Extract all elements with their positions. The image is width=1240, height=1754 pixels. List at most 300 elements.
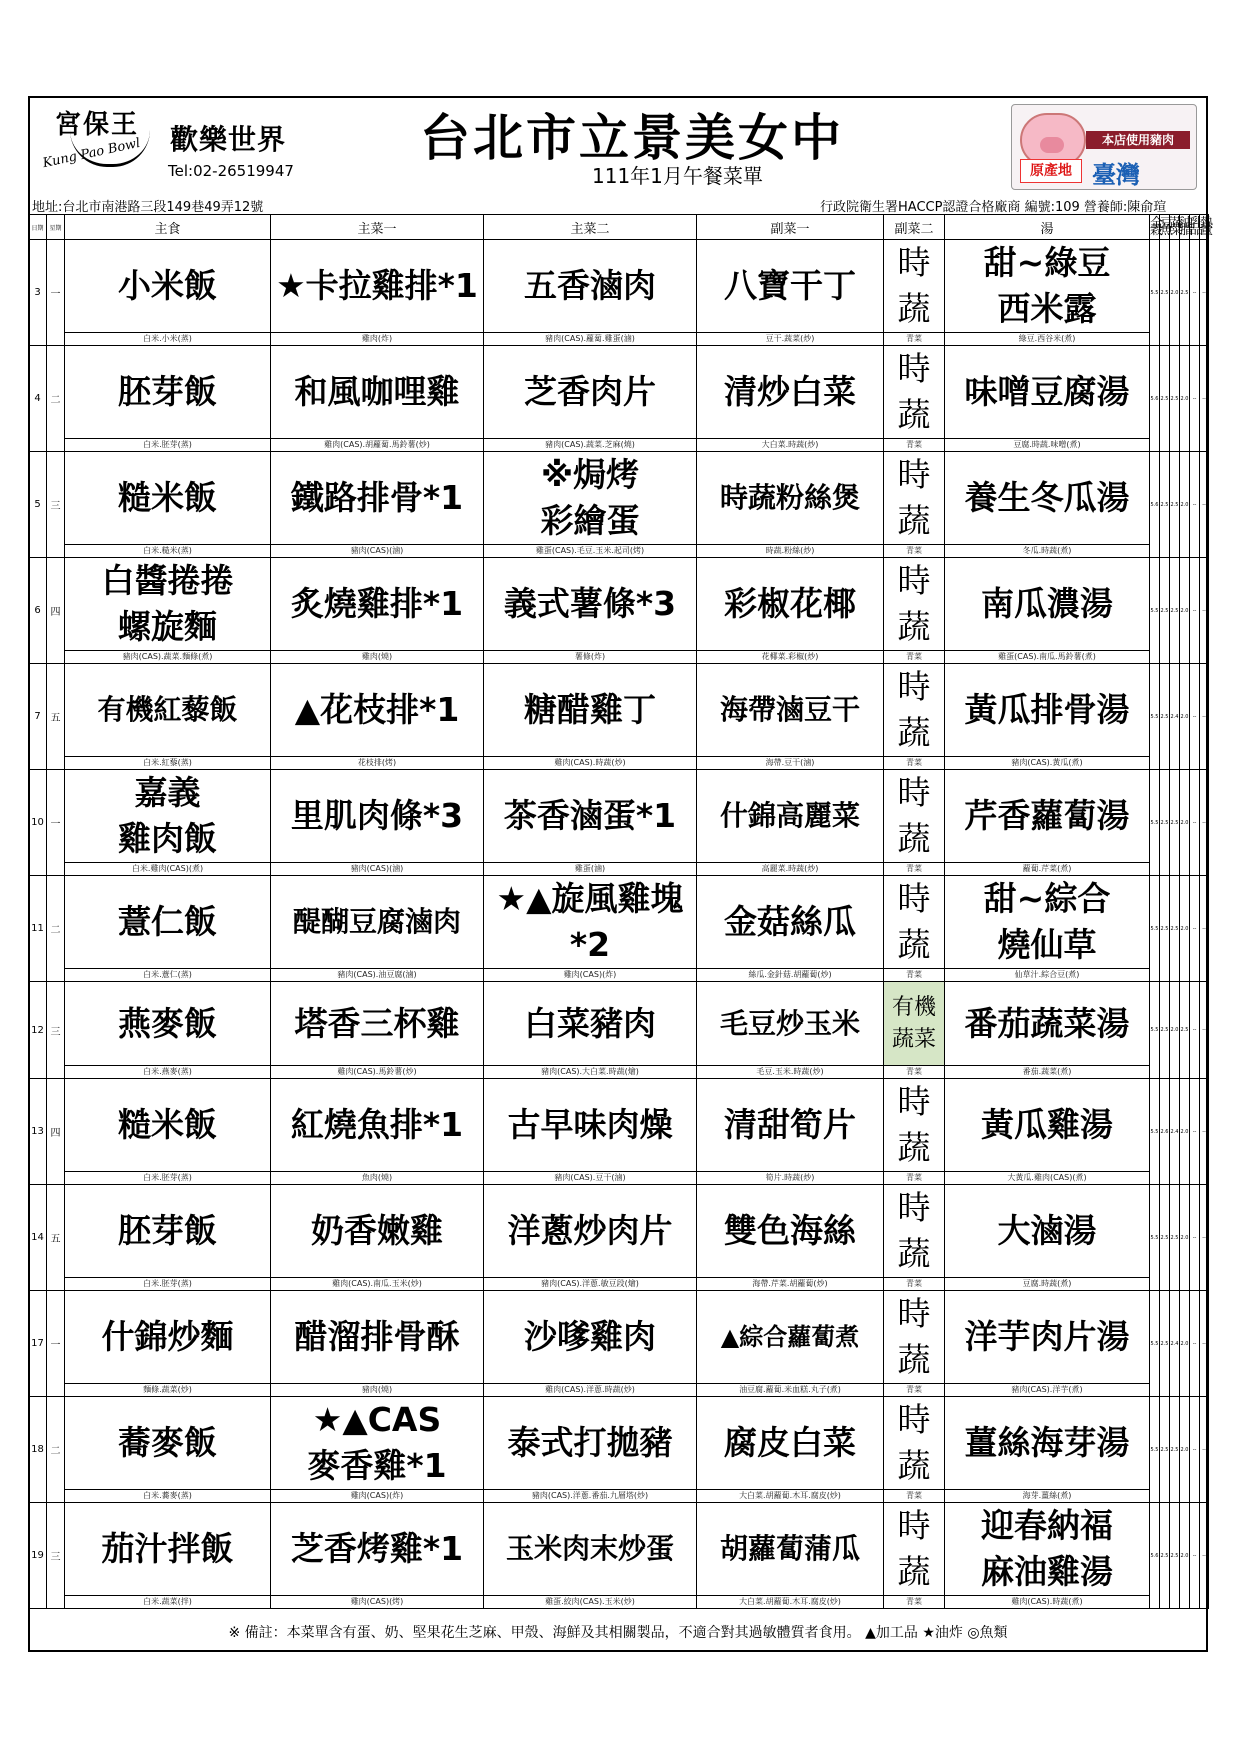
ingredient-side1: 絲瓜.金針菇.胡蘿蔔(炒) [697, 969, 884, 982]
col-dish2: 主菜二 [484, 215, 697, 240]
ingredient-dish2: 豬肉(CAS).蘿蔔.雞蛋(滷) [484, 333, 697, 346]
cell-dish1: 醍醐豆腐滷肉 [271, 876, 484, 969]
nutrition-value: -- [1200, 240, 1209, 346]
table-row [29, 558, 1209, 651]
nutrition-value: 2.0 [1180, 1503, 1190, 1609]
ingredient-dish1: 雞肉(CAS).胡蘿蔔.馬鈴薯(炒) [271, 439, 484, 452]
ingredient-side1: 毛豆.玉米.時蔬(炒) [697, 1066, 884, 1079]
ingredient-soup: 豬肉(CAS).洋芋(煮) [945, 1384, 1150, 1397]
table-row [29, 664, 1209, 757]
cell-soup: 芹香蘿蔔湯 [945, 770, 1150, 863]
ingredient-main: 白米.蕎麥(蒸) [65, 1490, 271, 1503]
cell-main: 茄汁拌飯 [65, 1503, 271, 1596]
day-weekday: 四 [47, 1079, 65, 1185]
nutrition-value: -- [1190, 1079, 1200, 1185]
col-date: 日期 [29, 215, 47, 240]
ingredient-soup: 豬肉(CAS).黃瓜(煮) [945, 757, 1150, 770]
ingredient-dish2: 薯條(炸) [484, 651, 697, 664]
ingredient-soup: 大黃瓜.雞肉(CAS)(煮) [945, 1172, 1150, 1185]
cell-side1: 胡蘿蔔蒲瓜 [697, 1503, 884, 1596]
cell-main: 薏仁飯 [65, 876, 271, 969]
cell-dish1: 和風咖哩雞 [271, 346, 484, 439]
cell-side2: 時 蔬 [884, 664, 945, 757]
cell-main: 小米飯 [65, 240, 271, 333]
cell-side2: 時 蔬 [884, 240, 945, 333]
ingredient-soup: 番茄.蔬菜(煮) [945, 1066, 1150, 1079]
ingredient-dish2: 豬肉(CAS).洋蔥.敏豆段(燴) [484, 1278, 697, 1291]
day-weekday: 三 [47, 982, 65, 1079]
day-weekday: 一 [47, 770, 65, 876]
nutrition-value: 2.5 [1160, 664, 1170, 770]
cell-side2: 有機 蔬菜 [884, 982, 945, 1066]
table-row [29, 876, 1209, 969]
cell-side1: 清炒白菜 [697, 346, 884, 439]
ingredient-main: 豬肉(CAS).蔬菜.麵條(煮) [65, 651, 271, 664]
ingredient-row [29, 651, 1209, 664]
ingredient-side1: 海帶.豆干(滷) [697, 757, 884, 770]
nutrition-value: 2.0 [1180, 452, 1190, 558]
cell-soup: 南瓜濃湯 [945, 558, 1150, 651]
cell-dish1: 里肌肉條*3 [271, 770, 484, 863]
ingredient-dish2: 豬肉(CAS).蔬菜.芝麻(燒) [484, 439, 697, 452]
day-date: 14 [29, 1185, 47, 1291]
day-date: 18 [29, 1397, 47, 1503]
day-date: 3 [29, 240, 47, 346]
cell-dish1: 奶香嫩雞 [271, 1185, 484, 1278]
cell-side2: 時 蔬 [884, 452, 945, 545]
ingredient-side2: 青菜 [884, 545, 945, 558]
ingredient-side2: 青菜 [884, 1490, 945, 1503]
cell-main: 有機紅藜飯 [65, 664, 271, 757]
nutrition-value: 2.6 [1160, 1079, 1170, 1185]
day-date: 10 [29, 770, 47, 876]
cell-soup: 甜~綠豆 西米露 [945, 240, 1150, 333]
ingredient-main: 白米.糙米(蒸) [65, 545, 271, 558]
cell-soup: 洋芋肉片湯 [945, 1291, 1150, 1384]
ingredient-main: 白米.胚芽(蒸) [65, 439, 271, 452]
cell-dish1: 醋溜排骨酥 [271, 1291, 484, 1384]
nutrition-value: 2.0 [1170, 240, 1180, 346]
ingredient-dish2: 雞肉(CAS)(炸) [484, 969, 697, 982]
badge-origin: 臺灣 [1092, 161, 1140, 189]
cell-soup: 大滷湯 [945, 1185, 1150, 1278]
ingredient-side1: 高麗菜.時蔬(炒) [697, 863, 884, 876]
nutrition-value: 2.5 [1160, 876, 1170, 982]
day-date: 19 [29, 1503, 47, 1609]
table-row [29, 346, 1209, 439]
ingredient-soup: 雞蛋(CAS).南瓜.馬鈴薯(煮) [945, 651, 1150, 664]
ingredient-side1: 時蔬.粉絲(炒) [697, 545, 884, 558]
ingredient-side2: 青菜 [884, 757, 945, 770]
page-subtitle: 111年1月午餐菜單 [592, 164, 763, 188]
nutrition-value: 5.5 [1150, 240, 1160, 346]
ingredient-dish2: 豬肉(CAS).大白菜.時蔬(燴) [484, 1066, 697, 1079]
col-nut-kcal: 熱 量 [1200, 216, 1214, 238]
nutrition-value: -- [1190, 1503, 1200, 1609]
ingredient-dish2: 雞肉(CAS).洋蔥.時蔬(炒) [484, 1384, 697, 1397]
nutrition-value: 2.0 [1180, 664, 1190, 770]
cell-dish1: 紅燒魚排*1 [271, 1079, 484, 1172]
day-weekday: 二 [47, 876, 65, 982]
cell-side1: 八寶干丁 [697, 240, 884, 333]
nutrition-value: 2.0 [1180, 1185, 1190, 1291]
nutrition-value: 2.4 [1170, 664, 1180, 770]
cell-side1: 時蔬粉絲煲 [697, 452, 884, 545]
cell-side1: 清甜筍片 [697, 1079, 884, 1172]
nutrition-value: 2.4 [1170, 1079, 1180, 1185]
footer-note: ※ 備註：本菜單含有蛋、奶、堅果花生芝麻、甲殼、海鮮及其相關製品，不適合對其過敏體質者食用。 ▲加工品 ★油炸 ◎魚類 [228, 1625, 1008, 1641]
nutrition-value: 5.5 [1150, 982, 1160, 1079]
nutrition-value: -- [1200, 982, 1209, 1079]
cell-dish1: 鐵路排骨*1 [271, 452, 484, 545]
nutrition-value: 2.4 [1170, 1291, 1180, 1397]
nutrition-value: -- [1200, 1079, 1209, 1185]
cell-soup: 黃瓜排骨湯 [945, 664, 1150, 757]
nutrition-value: 2.0 [1180, 1397, 1190, 1503]
ingredient-dish1: 豬肉(CAS)(滷) [271, 863, 484, 876]
ingredient-dish1: 雞肉(CAS)(烤) [271, 1596, 484, 1609]
header-row [29, 215, 1209, 240]
ingredient-dish1: 雞肉(CAS).馬鈴薯(炒) [271, 1066, 484, 1079]
cell-dish1: 炙燒雞排*1 [271, 558, 484, 651]
badge-top-text: 本店使用豬肉 [1086, 131, 1190, 149]
ingredient-side2: 青菜 [884, 1172, 945, 1185]
ingredient-side1: 筍片.時蔬(炒) [697, 1172, 884, 1185]
table-row [29, 452, 1209, 545]
table-row [29, 770, 1209, 863]
ingredient-row [29, 863, 1209, 876]
ingredient-main: 麵條.蔬菜(炒) [65, 1384, 271, 1397]
ingredient-side2: 青菜 [884, 1596, 945, 1609]
nutrition-value: 2.5 [1170, 1397, 1180, 1503]
nutrition-value: -- [1200, 452, 1209, 558]
ingredient-dish2: 雞蛋(CAS).毛豆.玉米.起司(烤) [484, 545, 697, 558]
ingredient-soup: 豆腐.時蔬(煮) [945, 1278, 1150, 1291]
nutrition-value: -- [1190, 982, 1200, 1079]
nutrition-value: 2.5 [1160, 346, 1170, 452]
ingredient-dish2: 雞蛋.絞肉(CAS).玉米(炒) [484, 1596, 697, 1609]
day-weekday: 一 [47, 1291, 65, 1397]
cell-dish2: 芝香肉片 [484, 346, 697, 439]
ingredient-side1: 大白菜.時蔬(炒) [697, 439, 884, 452]
cell-side2: 時 蔬 [884, 1185, 945, 1278]
day-date: 13 [29, 1079, 47, 1185]
ingredient-main: 白米.小米(蒸) [65, 333, 271, 346]
ingredient-side2: 青菜 [884, 1278, 945, 1291]
cell-soup: 薑絲海芽湯 [945, 1397, 1150, 1490]
ingredient-soup: 蘿蔔.芹菜(煮) [945, 863, 1150, 876]
nutrition-value: -- [1200, 876, 1209, 982]
nutrition-value: -- [1190, 1397, 1200, 1503]
nutrition-value: 2.5 [1170, 558, 1180, 664]
ingredient-side2: 青菜 [884, 333, 945, 346]
table-row [29, 1079, 1209, 1172]
nutrition-value: 2.0 [1180, 346, 1190, 452]
ingredient-main: 白米.胚芽(蒸) [65, 1278, 271, 1291]
cell-side2: 時 蔬 [884, 558, 945, 651]
nutrition-value: -- [1200, 1503, 1209, 1609]
cell-side1: 雙色海絲 [697, 1185, 884, 1278]
nutrition-value: 2.5 [1170, 1185, 1180, 1291]
ingredient-side2: 青菜 [884, 1066, 945, 1079]
col-nut-veg: 蔬 菜 [1170, 216, 1184, 238]
nutrition-value: -- [1200, 1291, 1209, 1397]
nutrition-value: -- [1190, 1291, 1200, 1397]
ingredient-row [29, 1066, 1209, 1079]
table-row [29, 982, 1209, 1066]
ingredient-dish2: 雞肉(CAS).時蔬(炒) [484, 757, 697, 770]
ingredient-row [29, 1278, 1209, 1291]
cell-dish2: ★▲旋風雞塊*2 [484, 876, 697, 969]
nutrition-value: -- [1190, 770, 1200, 876]
cell-side1: 腐皮白菜 [697, 1397, 884, 1490]
address: 地址:台北市南港路三段149巷49弄12號 [32, 200, 264, 215]
cell-soup: 黃瓜雞湯 [945, 1079, 1150, 1172]
certificate-info: 行政院衛生署HACCP認證合格廠商 編號:109 營養師:陳俞瑄 [820, 200, 1167, 215]
ingredient-dish1: 雞肉(炸) [271, 333, 484, 346]
day-date: 12 [29, 982, 47, 1079]
badge-origin-label: 原產地 [1020, 159, 1082, 183]
cell-side1: 彩椒花椰 [697, 558, 884, 651]
cell-side2: 時 蔬 [884, 1291, 945, 1384]
cell-side2: 時 蔬 [884, 346, 945, 439]
ingredient-dish1: 豬肉(CAS)(滷) [271, 545, 484, 558]
nutrition-value: 2.5 [1160, 1291, 1170, 1397]
nutrition-value: 2.0 [1180, 558, 1190, 664]
col-nut-oil: 油 脂 [1180, 216, 1194, 238]
ingredient-main: 白米.雞肉(CAS)(煮) [65, 863, 271, 876]
phone-number: Tel:02-26519947 [168, 162, 294, 180]
day-weekday: 三 [47, 452, 65, 558]
ingredient-dish1: 雞肉(CAS)(炸) [271, 1490, 484, 1503]
logo-chinese: 宮保王 [55, 110, 140, 140]
day-weekday: 五 [47, 1185, 65, 1291]
table-row [29, 1503, 1209, 1596]
cell-main: 蕎麥飯 [65, 1397, 271, 1490]
cell-main: 白醬捲捲 螺旋麵 [65, 558, 271, 651]
nutrition-value: 5.5 [1150, 664, 1160, 770]
cell-soup: 養生冬瓜湯 [945, 452, 1150, 545]
ingredient-row [29, 969, 1209, 982]
table-row [29, 1185, 1209, 1278]
ingredient-soup: 海芽.薑絲(煮) [945, 1490, 1150, 1503]
nutrition-value: 2.5 [1160, 240, 1170, 346]
col-weekday: 星期 [47, 215, 65, 240]
cell-dish1: ★▲CAS 麥香雞*1 [271, 1397, 484, 1490]
cell-dish1: 塔香三杯雞 [271, 982, 484, 1066]
nutrition-value: -- [1190, 452, 1200, 558]
cell-side2: 時 蔬 [884, 770, 945, 863]
table-row [29, 240, 1209, 333]
ingredient-row [29, 1384, 1209, 1397]
ingredient-side1: 豆干.蔬菜(炒) [697, 333, 884, 346]
nutrition-value: 5.6 [1150, 346, 1160, 452]
ingredient-soup: 冬瓜.時蔬(煮) [945, 545, 1150, 558]
cell-dish2: 五香滷肉 [484, 240, 697, 333]
nutrition-value: 5.5 [1150, 876, 1160, 982]
day-weekday: 四 [47, 558, 65, 664]
ingredient-dish1: 魚肉(燒) [271, 1172, 484, 1185]
nutrition-value: -- [1200, 346, 1209, 452]
nutrition-value: -- [1190, 558, 1200, 664]
day-weekday: 二 [47, 1397, 65, 1503]
nutrition-value: 2.5 [1160, 1185, 1170, 1291]
day-weekday: 五 [47, 664, 65, 770]
logo-english: Kung Pao Bowl [41, 135, 142, 172]
ingredient-dish2: 豬肉(CAS).洋蔥.番茄.九層塔(炒) [484, 1490, 697, 1503]
ingredient-soup: 綠豆.西谷米(煮) [945, 333, 1150, 346]
ingredient-main: 白米.燕麥(蒸) [65, 1066, 271, 1079]
cell-soup: 番茄蔬菜湯 [945, 982, 1150, 1066]
cell-side1: 金菇絲瓜 [697, 876, 884, 969]
cell-dish2: 糖醋雞丁 [484, 664, 697, 757]
nutrition-value: -- [1200, 1397, 1209, 1503]
nutrition-value: 2.0 [1180, 876, 1190, 982]
cell-dish2: 洋蔥炒肉片 [484, 1185, 697, 1278]
ingredient-row [29, 1490, 1209, 1503]
col-nut-protein: 豆 魚 [1160, 216, 1174, 238]
ingredient-soup: 仙草汁.綜合豆(煮) [945, 969, 1150, 982]
pork-origin-badge [1011, 104, 1197, 190]
nutrition-value: 2.5 [1170, 452, 1180, 558]
cell-main: 糙米飯 [65, 452, 271, 545]
cell-main: 燕麥飯 [65, 982, 271, 1066]
cell-dish1: 芝香烤雞*1 [271, 1503, 484, 1596]
ingredient-dish1: 雞肉(CAS).南瓜.玉米(炒) [271, 1278, 484, 1291]
nutrition-value: 2.5 [1160, 1503, 1170, 1609]
cell-main: 胚芽飯 [65, 1185, 271, 1278]
ingredient-row [29, 757, 1209, 770]
cell-side1: 毛豆炒玉米 [697, 982, 884, 1066]
ingredient-side2: 青菜 [884, 969, 945, 982]
col-main: 主食 [65, 215, 271, 240]
nutrition-value: 2.5 [1170, 770, 1180, 876]
nutrition-value: 2.5 [1160, 558, 1170, 664]
cell-soup: 味噌豆腐湯 [945, 346, 1150, 439]
cell-side1: 什錦高麗菜 [697, 770, 884, 863]
ingredient-row [29, 1596, 1209, 1609]
page-title: 台北市立景美女中 [420, 109, 844, 167]
nutrition-value: 2.5 [1170, 1503, 1180, 1609]
cell-dish2: 古早味肉燥 [484, 1079, 697, 1172]
cell-main: 胚芽飯 [65, 346, 271, 439]
cell-soup: 甜~綜合 燒仙草 [945, 876, 1150, 969]
ingredient-main: 白米.蔬菜(拌) [65, 1596, 271, 1609]
cell-side1: ▲綜合蘿蔔煮 [697, 1291, 884, 1384]
cell-dish2: 泰式打拋豬 [484, 1397, 697, 1490]
cell-dish2: 玉米肉末炒蛋 [484, 1503, 697, 1596]
nutrition-value: 2.0 [1180, 770, 1190, 876]
nutrition-value: 5.6 [1150, 1503, 1160, 1609]
cell-dish2: ※焗烤 彩繪蛋 [484, 452, 697, 545]
ingredient-side1: 大白菜.胡蘿蔔.木耳.腐皮(炒) [697, 1490, 884, 1503]
day-weekday: 二 [47, 346, 65, 452]
col-side1: 副菜一 [697, 215, 884, 240]
ingredient-row [29, 1172, 1209, 1185]
nutrition-value: 5.5 [1150, 1291, 1160, 1397]
ingredient-main: 白米.胚芽(蒸) [65, 1172, 271, 1185]
ingredient-side1: 油豆腐.蘿蔔.米血糕.丸子(煮) [697, 1384, 884, 1397]
ingredient-row [29, 439, 1209, 452]
nutrition-value: 5.5 [1150, 558, 1160, 664]
col-soup: 湯 [945, 215, 1150, 240]
nutrition-value: -- [1190, 346, 1200, 452]
cell-side1: 海帶滷豆干 [697, 664, 884, 757]
ingredient-dish1: 豬肉(燒) [271, 1384, 484, 1397]
cell-dish1: ★卡拉雞排*1 [271, 240, 484, 333]
nutrition-value: -- [1200, 770, 1209, 876]
cell-dish1: ▲花枝排*1 [271, 664, 484, 757]
cell-side2: 時 蔬 [884, 1079, 945, 1172]
day-date: 5 [29, 452, 47, 558]
col-side2: 副菜二 [884, 215, 945, 240]
ingredient-soup: 豆腐.時蔬.味噌(煮) [945, 439, 1150, 452]
menu-table [28, 214, 1214, 1609]
cell-main: 什錦炒麵 [65, 1291, 271, 1384]
ingredient-row [29, 333, 1209, 346]
nutrition-value: 5.5 [1150, 770, 1160, 876]
cell-soup: 迎春納福 麻油雞湯 [945, 1503, 1150, 1596]
ingredient-side2: 青菜 [884, 863, 945, 876]
nutrition-value: -- [1200, 664, 1209, 770]
cell-side2: 時 蔬 [884, 1397, 945, 1490]
nutrition-value: 5.5 [1150, 1079, 1160, 1185]
nutrition-value: -- [1190, 876, 1200, 982]
ingredient-side2: 青菜 [884, 651, 945, 664]
ingredient-dish1: 雞肉(燒) [271, 651, 484, 664]
col-nut-dairy: 乳 品 [1190, 216, 1204, 238]
nutrition-value: 5.5 [1150, 1397, 1160, 1503]
nutrition-value: 2.5 [1170, 346, 1180, 452]
nutrition-value: -- [1200, 558, 1209, 664]
cell-dish2: 義式薯條*3 [484, 558, 697, 651]
day-date: 11 [29, 876, 47, 982]
ingredient-side1: 花椰菜.彩椒(炒) [697, 651, 884, 664]
nutrition-value: -- [1200, 1185, 1209, 1291]
nutrition-value: -- [1190, 664, 1200, 770]
day-weekday: 一 [47, 240, 65, 346]
ingredient-main: 白米.薏仁(蒸) [65, 969, 271, 982]
nutrition-value: 2.5 [1160, 982, 1170, 1079]
cell-main: 糙米飯 [65, 1079, 271, 1172]
ingredient-side2: 青菜 [884, 1384, 945, 1397]
day-date: 7 [29, 664, 47, 770]
ingredient-dish2: 豬肉(CAS).豆干(滷) [484, 1172, 697, 1185]
ingredient-dish2: 雞蛋(滷) [484, 863, 697, 876]
cell-side2: 時 蔬 [884, 876, 945, 969]
nutrition-value: 2.5 [1180, 240, 1190, 346]
ingredient-soup: 雞肉(CAS).時蔬(煮) [945, 1596, 1150, 1609]
day-weekday: 三 [47, 1503, 65, 1609]
table-row [29, 1397, 1209, 1490]
nutrition-value: 5.6 [1150, 452, 1160, 558]
day-date: 4 [29, 346, 47, 452]
ingredient-side2: 青菜 [884, 439, 945, 452]
cell-dish2: 白菜豬肉 [484, 982, 697, 1066]
nutrition-value: 2.0 [1180, 1079, 1190, 1185]
day-date: 17 [29, 1291, 47, 1397]
nutrition-value: 2.5 [1160, 452, 1170, 558]
ingredient-dish1: 豬肉(CAS).油豆腐(滷) [271, 969, 484, 982]
nutrition-value: -- [1190, 1185, 1200, 1291]
day-date: 6 [29, 558, 47, 664]
brand-name: 歡樂世界 [170, 123, 287, 156]
cell-main: 嘉義 雞肉飯 [65, 770, 271, 863]
nutrition-value: 2.5 [1170, 876, 1180, 982]
nutrition-value: -- [1190, 240, 1200, 346]
nutrition-value: 2.0 [1170, 982, 1180, 1079]
col-nut-grain: 全 穀 [1150, 216, 1164, 238]
